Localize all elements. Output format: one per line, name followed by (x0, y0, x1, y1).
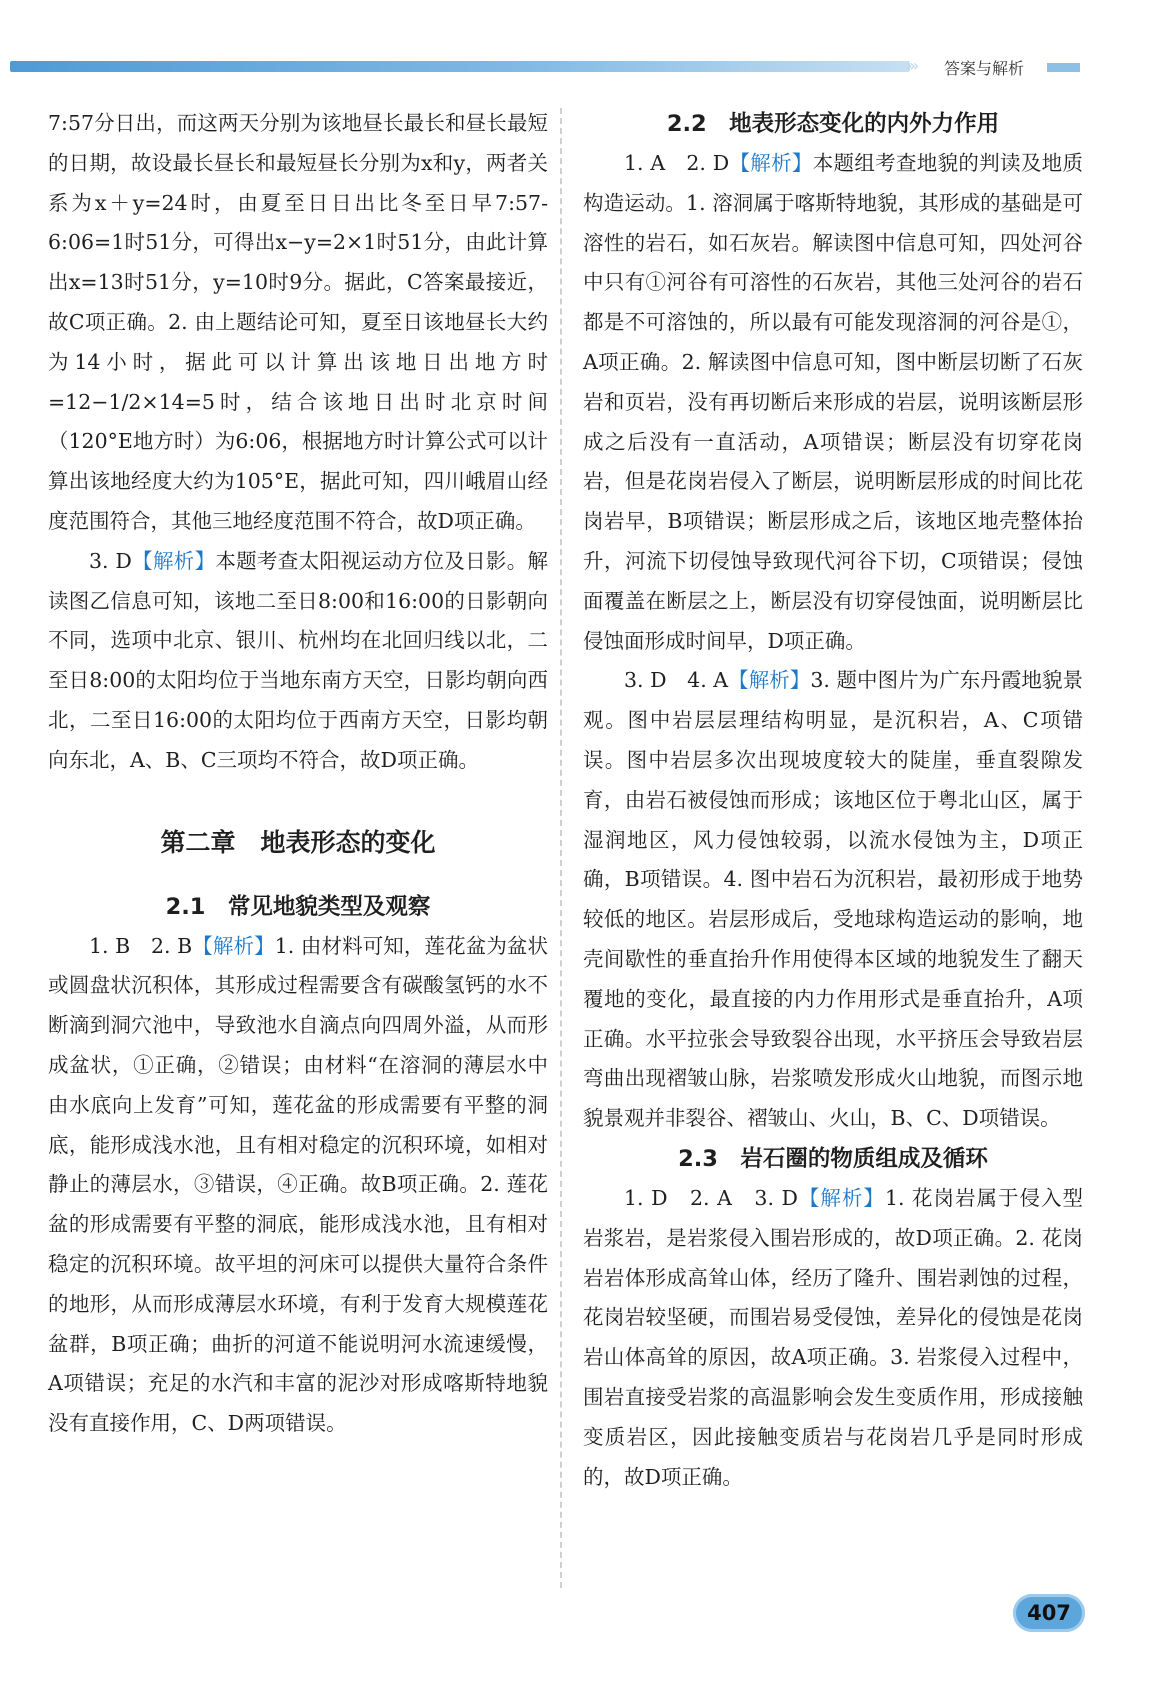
header-bar (10, 61, 910, 72)
answer-paragraph (583, 144, 1083, 661)
answer-paragraph: 7:57分日出，而这两天分别为该地昼长最长和昼长最短的日期，故设最长昼长和最短昼长分别为x和y，两者关系为x＋y=24时，由夏至日日出比冬至日早7:57-6:06=1时51分，可得出x−y=2×1时51分，由此计算出x=13时51分，y=10时9分。据此，C答案最接近，故C项正确。2. 由上题结论可知，夏至日该地昼长大约为14小时，据此可以计算出该地日出地方时=12−1/2×14=5时，结合该地日出时北京时间（120°E地方时）为6:06，根据地方时计算公式可以计算出该地经度大约为105°E，据此可知，四川峨眉山经度范围符合，其他三地经度范围不符合，故D项正确。 (48, 111, 548, 533)
header-chevrons-icon: ››› (906, 56, 917, 75)
answer-paragraph (48, 542, 548, 781)
analysis-text: 1. 花岗岩属于侵入型岩浆岩，是岩浆侵入围岩形成的，故D项正确。2. 花岗岩岩体形成高耸山体，经历了隆升、围岩剥蚀的过程，花岗岩较坚硬，而围岩易受侵蚀，差异化的侵蚀是花岗岩山体高耸的原因，故A项正确。3. 岩浆侵入过程中，围岩直接受岩浆的高温影响会发生变质作用，形成接触变质岩区，因此接触变质岩与花岗岩几乎是同时形成的，故D项正确。 (583, 1185, 1084, 1489)
analysis-tag: 【解析】 (728, 668, 811, 693)
page-number: 407 (1013, 1594, 1085, 1632)
analysis-tag: 【解析】 (192, 933, 275, 958)
analysis-tag: 【解析】 (729, 151, 813, 175)
analysis-text: 3. 题中图片为广东丹霞地貌景观。图中岩层层理结构明显，是沉积岩，A、C项错误。图中岩层多次出现坡度较大的陡崖，垂直裂隙发育，由岩石被侵蚀而形成；该地区位于粤北山区，属于湿润地区，风力侵蚀较弱，以流水侵蚀为主，D项正确，B项错误。4. 图中岩石为沉积岩，最初形成于地势较低的地区。岩层形成后，受地球构造运动的影响，地壳间歇性的垂直抬升作用使得本区域的地貌发生了翻天覆地的变化，最直接的内力作用形式是垂直抬升，A项正确。水平拉张会导致裂谷出现，水平挤压会导致岩层弯曲出现褶皱山脉，岩浆喷发形成火山地貌，而图示地貌景观并非裂谷、褶皱山、火山，B、C、D项错误。 (583, 668, 1083, 1131)
answer-paragraph (48, 927, 548, 1444)
header-tail-decoration (1047, 63, 1080, 72)
right-column (583, 104, 1083, 1497)
analysis-text: 本题考查太阳视运动方位及日影。解读图乙信息可知，该地二至日8:00和16:00的日影朝向不同，选项中北京、银川、杭州均在北回归线以北，二至日8:00的太阳均位于当地东南方天空，日影均朝向西北，二至日16:00的太阳均位于西南方天空，日影均朝向东北，A、B、C三项均不符合，故D项正确。 (48, 548, 549, 772)
analysis-tag: 【解析】 (797, 1185, 885, 1210)
section-title: 2.3 岩石圈的物质组成及循环 (678, 1145, 988, 1172)
section-title: 2.1 常见地貌类型及观察 (165, 893, 431, 920)
analysis-text: 1. 由材料可知，莲花盆为盆状或圆盘状沉积体，其形成过程需要含有碳酸氢钙的水不断滴到洞穴池中，导致池水自滴点向四周外溢，从而形成盆状，①正确，②错误；由材料“在溶洞的薄层水中由水底向上发育”可知，莲花盆的形成需要有平整的洞底，能形成浅水池，且有相对稳定的沉积环境，如相对静止的薄层水，③错误，④正确。故B项正确。2. 莲花盆的形成需要有平整的洞底，能形成浅水池，且有相对稳定的沉积环境。故平坦的河床可以提供大量符合条件的地形，从而形成薄层水环境，有利于发育大规模莲花盆群，B项正确；曲折的河道不能说明河水流速缓慢，A项错误；充足的水汽和丰富的泥沙对形成喀斯特地貌没有直接作用，C、D两项错误。 (48, 933, 549, 1436)
answer-paragraph (583, 661, 1083, 1139)
left-column (48, 104, 548, 1444)
analysis-tag: 【解析】 (131, 548, 216, 573)
chapter-title: 第二章 地表形态的变化 (160, 827, 436, 857)
section-title: 2.2 地表形态变化的内外力作用 (666, 111, 1000, 137)
answer-key: 1. A 2. D (624, 151, 730, 175)
column-divider (560, 108, 562, 1588)
answer-key: 1. B 2. B (89, 933, 193, 958)
answer-key: 1. D 2. A 3. D (624, 1185, 798, 1210)
analysis-text: 本题组考查地貌的判读及地质构造运动。1. 溶洞属于喀斯特地貌，其形成的基础是可溶性的岩石，如石灰岩。解读图中信息可知，四处河谷中只有①河谷有可溶性的石灰岩，其他三处河谷的岩石都是不可溶蚀的，所以最有可能发现溶洞的河谷是①，A项正确。2. 解读图中信息可知，图中断层切断了石灰岩和页岩，没有再切断后来形成的岩层，说明该断层形成之后没有一直活动，A项错误；断层没有切穿花岗岩，但是花岗岩侵入了断层，说明断层形成的时间比花岗岩早，B项错误；断层形成之后，该地区地壳整体抬升，河流下切侵蚀导致现代河谷下切，C项错误；侵蚀面覆盖在断层之上，断层没有切穿侵蚀面，说明断层比侵蚀面形成时间早，D项正确。 (583, 151, 1084, 653)
answer-key: 3. D (89, 548, 132, 573)
answer-key: 3. D 4. A (624, 668, 729, 693)
header-label: 答案与解析 (944, 59, 1025, 78)
answer-paragraph (583, 1179, 1083, 1497)
